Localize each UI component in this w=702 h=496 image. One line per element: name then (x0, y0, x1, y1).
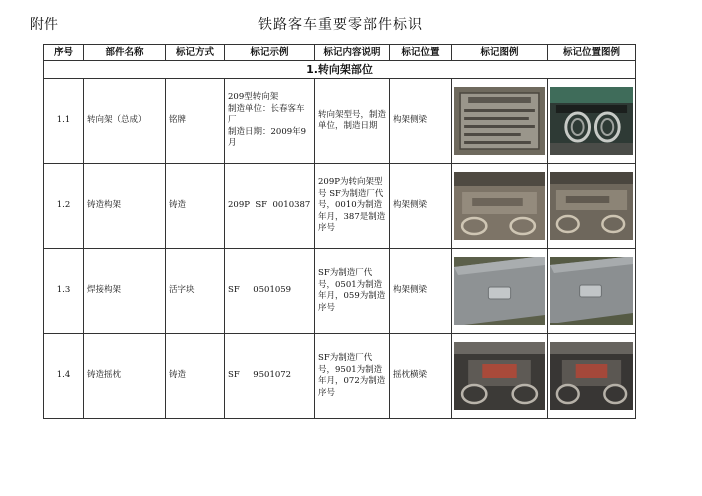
marking-position: 构架侧梁 (390, 249, 452, 334)
col-header-example: 标记示例 (225, 45, 315, 61)
welded-frame-position-photo (550, 257, 633, 325)
part-name: 转向架（总成） (84, 79, 166, 164)
document-title: 铁路客车重要零部件标识 (258, 17, 423, 33)
marking-example: SF 0501059 (225, 249, 315, 334)
table-row (44, 334, 636, 419)
marking-position: 构架侧梁 (390, 164, 452, 249)
marking-method: 铸造 (166, 164, 225, 249)
attachment-label: 附件 (30, 17, 58, 33)
col-header-position-image: 标记位置图例 (548, 45, 636, 61)
row-number: 1.4 (44, 334, 84, 419)
col-header-method: 标记方式 (166, 45, 225, 61)
marking-description: SF为制造厂代号，9501为制造年月，072为制造序号 (315, 334, 390, 419)
table-row (44, 164, 636, 249)
cast-frame-photo (454, 172, 545, 240)
part-name: 铸造摇枕 (84, 334, 166, 419)
col-header-position: 标记位置 (390, 45, 452, 61)
part-name: 焊接构架 (84, 249, 166, 334)
parts-marking-table (43, 44, 636, 419)
marking-method: 铸造 (166, 334, 225, 419)
nameplate-photo (454, 87, 545, 155)
section-title: 1.转向架部位 (44, 61, 636, 79)
table-row (44, 249, 636, 334)
section-row (44, 61, 636, 79)
col-header-description: 标记内容说明 (315, 45, 390, 61)
marking-example: SF 9501072 (225, 334, 315, 419)
marking-description: 转向架型号，制造单位，制造日期 (315, 79, 390, 164)
welded-frame-photo (454, 257, 545, 325)
marking-description: 209P为转向架型号 SF为制造厂代号，0010为制造年月，387是制造序号 (315, 164, 390, 249)
table-row (44, 79, 636, 164)
marking-position: 摇枕横梁 (390, 334, 452, 419)
marking-position: 构架侧梁 (390, 79, 452, 164)
part-name: 铸造构架 (84, 164, 166, 249)
row-number: 1.1 (44, 79, 84, 164)
bolster-photo (454, 342, 545, 410)
header-row (44, 45, 636, 61)
col-header-name: 部件名称 (84, 45, 166, 61)
row-number: 1.2 (44, 164, 84, 249)
col-header-marker-image: 标记图例 (452, 45, 548, 61)
bolster-position-photo (550, 342, 633, 410)
row-number: 1.3 (44, 249, 84, 334)
marking-method: 铭牌 (166, 79, 225, 164)
marking-description: SF为制造厂代号，0501为制造年月，059为制造序号 (315, 249, 390, 334)
marking-example: 209P SF 0010387 (225, 164, 315, 249)
marking-method: 活字块 (166, 249, 225, 334)
marking-example: 209型转向架 制造单位：长春客车厂 制造日期：2009年9月 (225, 79, 315, 164)
bogie-spring-photo (550, 87, 633, 155)
col-header-no: 序号 (44, 45, 84, 61)
cast-frame-position-photo (550, 172, 633, 240)
